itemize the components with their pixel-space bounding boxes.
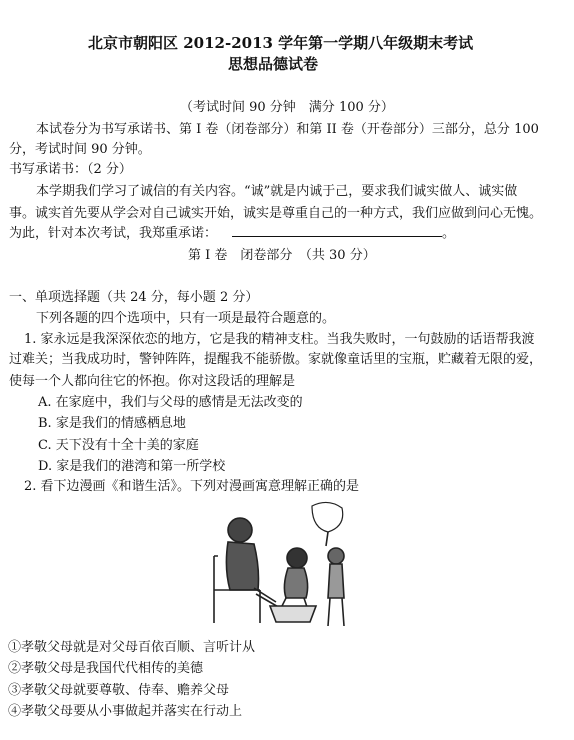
q1-option-d[interactable]: D. 家是我们的港湾和第一所学校: [38, 459, 226, 474]
q2-statement-2: ②孝敬父母是我国代代相传的美德: [8, 661, 204, 676]
q2-statement-1: ①孝敬父母就是对父母百依百顺、言听计从: [8, 640, 256, 655]
harmonious-life-cartoon: [200, 498, 360, 633]
q1-option-a[interactable]: A. 在家庭中，我们与父母的感情是无法改变的: [38, 395, 303, 410]
promise-period: 。: [442, 226, 456, 241]
section1-instruction: 下列各题的四个选项中，只有一项是最符合题意的。: [36, 311, 336, 326]
q1-stem-line: 使每一个人都向往它的怀抱。你对这段话的理解是: [9, 374, 296, 389]
promise-text-line: 本学期我们学习了诚信的有关内容。“诚”就是内诚于己，要求我们诚实做人、诚实做: [36, 184, 518, 199]
q1-stem-line: 1. 家永远是我深深依恋的地方，它是我的精神支柱。当我失败时，一句鼓励的话语帮我渡: [24, 332, 535, 347]
q2-statement-4: ④孝敬父母要从小事做起并落实在行动上: [8, 704, 243, 719]
exam-title: 北京市朝阳区 2012-2013 学年第一学期八年级期末考试: [88, 34, 474, 52]
exam-time-info: （考试时间 90 分钟 满分 100 分）: [180, 100, 394, 115]
exam-structure-line: 分，考试时间 90 分钟。: [9, 142, 151, 157]
promise-signature-blank[interactable]: [232, 236, 442, 237]
promise-text-line: 为此，针对本次考试，我郑重承诺：: [9, 226, 218, 241]
q2-statement-3: ③孝敬父母就要尊敬、侍奉、赡养父母: [8, 683, 230, 698]
q1-option-c[interactable]: C. 天下没有十全十美的家庭: [38, 438, 199, 453]
q1-stem-line: 过难关；当我成功时，警钟阵阵，提醒我不能骄傲。家就像童话里的宝瓶，贮藏着无限的爱，: [9, 352, 543, 367]
part1-heading: 第 I 卷 闭卷部分 （共 30 分）: [188, 248, 376, 263]
exam-subtitle: 思想品德试卷: [228, 55, 319, 73]
promise-heading: 书写承诺书：（2 分）: [9, 162, 132, 177]
q2-stem: 2. 看下边漫画《和谐生活》。下列对漫画寓意理解正确的是: [24, 479, 360, 494]
section1-heading: 一、单项选择题（共 24 分，每小题 2 分）: [9, 290, 259, 305]
exam-structure-line: 本试卷分为书写承诺书、第 I 卷（闭卷部分）和第 II 卷（开卷部分）三部分，总分 100: [36, 122, 539, 137]
q1-option-b[interactable]: B. 家是我们的情感栖息地: [38, 416, 186, 431]
promise-text-line: 事。诚实首先要从学会对自己诚实开始，诚实是尊重自己的一种方式，我们应做到问心无愧。: [9, 206, 543, 221]
